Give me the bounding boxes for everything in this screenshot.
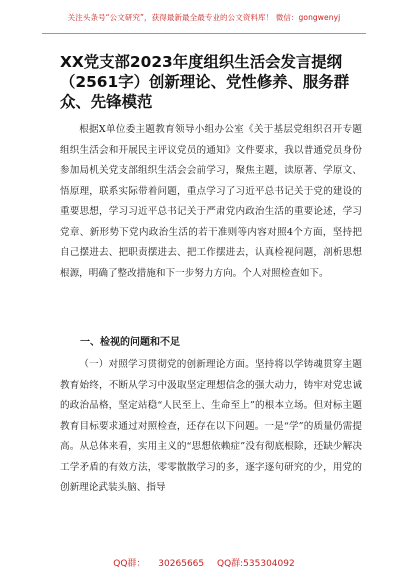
section-paragraph: （一）对照学习贯彻党的创新理论方面。坚持将以学铸魂贯穿主题教育始终，不断从学习中汲取坚定理想信念的强大动力，铸牢对党忠诚的政治品格，坚定站稳“人民至上、生命至上”的根本立场。但对标主题教育目标要求通过对照检查，还存在以下问题。一是“学”的质量仍需提高。从总体来看，实用主义的“思想依赖症”没有彻底根除，还缺少解决工学矛盾的有效方法，零零散散学习的多，逐字逐句研究的少，用党的创新理论武装头脑、指导 bbox=[60, 359, 362, 493]
document-title: XX党支部2023年度组织生活会发言提纲（2561字）创新理论、党性修养、服务群众、先锋模范 bbox=[60, 53, 350, 111]
intro-paragraph: 根据X单位委主题教育领导小组办公室《关于基层党组织召开专题组织生活会和开展民主评议党员的通知》文件要求，我以普通党员身份参加局机关党支部组织生活会会前学习，聚焦主题，读原著、学原文、悟原理，联系实际带着问题，重点学习了习近平总书记关于党的建设的重要思想，学习习近平总书记关于严肃党内政治生活的重要论述，学习党章、新形势下党内政治生活的若干准则等内容对照4个方面，坚持把自己摆进去、把职责摆进去、把工作摆进去，认真检视问题，剖析思想根源，明确了整改措施和下一步努力方向。个人对照检查如下。 bbox=[60, 124, 362, 279]
header-divider bbox=[42, 33, 366, 34]
header-banner: 关注头条号“公文研究”，获得最新最全最专业的公文资料库！ 微信：gongwenyj bbox=[67, 13, 341, 22]
section-heading: 一、检视的问题和不足 bbox=[80, 337, 180, 348]
footer-qq-groups: QQ群： 30265665 QQ群:535304092 bbox=[113, 559, 295, 569]
